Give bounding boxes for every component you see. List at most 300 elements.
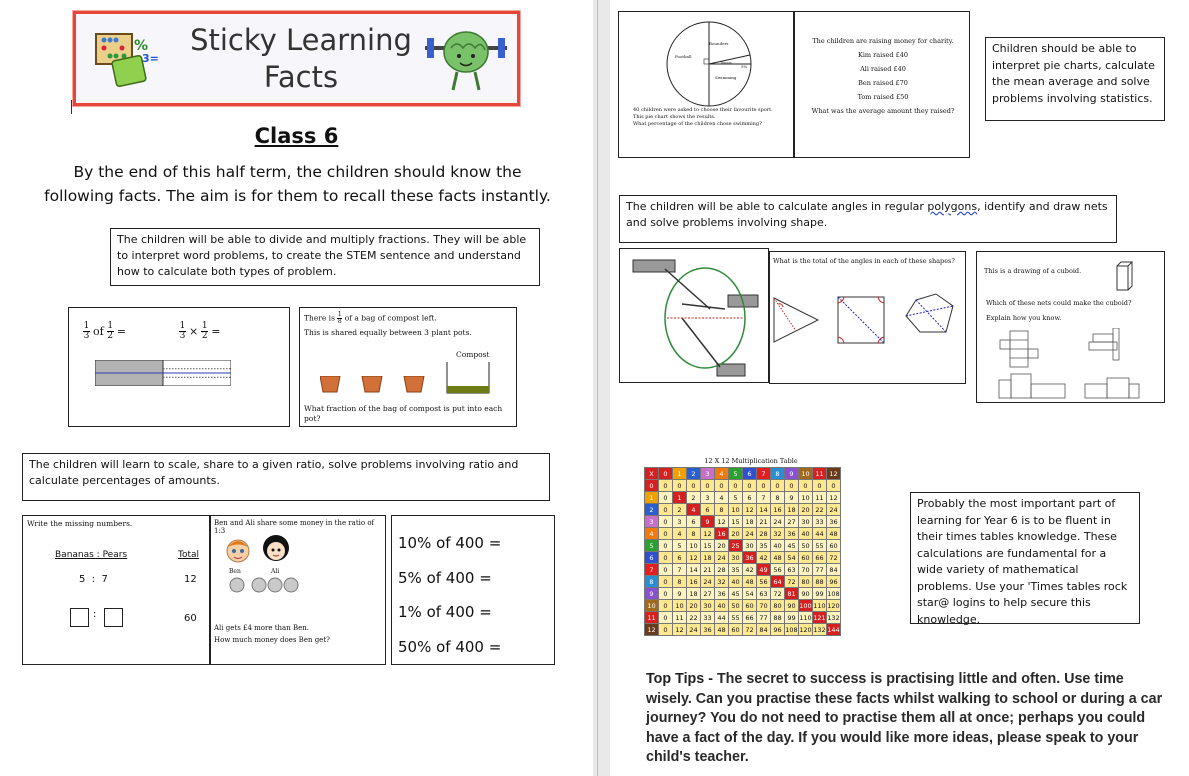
multiplication-cell: 12 <box>645 624 659 636</box>
multiplication-cell: 72 <box>743 624 757 636</box>
multiplication-cell: 16 <box>687 576 701 588</box>
multiplication-cell: 70 <box>757 600 771 612</box>
percentages-box <box>391 515 555 665</box>
multiplication-cell: 0 <box>673 480 687 492</box>
multiplication-cell: 54 <box>743 588 757 600</box>
multiplication-table-panel <box>644 456 858 642</box>
multiplication-cell: 8 <box>715 504 729 516</box>
multiplication-cell: 80 <box>799 576 813 588</box>
share-line2: How much money does Ben get? <box>214 636 330 644</box>
multiplication-cell: 0 <box>785 480 799 492</box>
multiplication-cell: 12 <box>715 516 729 528</box>
multiplication-cell: 8 <box>673 576 687 588</box>
multiplication-cell: 0 <box>729 480 743 492</box>
cuboid-question1: Which of these nets could make the cuboid? <box>986 299 1132 307</box>
multiplication-cell: 84 <box>757 624 771 636</box>
fraction-expression-2 <box>179 322 220 341</box>
frac1-num: 1 <box>83 321 90 331</box>
polygons-question: What is the total of the angles in each of these shapes? <box>773 257 955 265</box>
frac1-op: of <box>93 325 104 338</box>
multiplication-cell: 20 <box>687 600 701 612</box>
multiplication-cell: 72 <box>785 576 799 588</box>
multiplication-cell: 21 <box>701 564 715 576</box>
multiplication-cell: 8 <box>771 492 785 504</box>
multiplication-cell: 11 <box>645 612 659 624</box>
cuboid-icon <box>1116 261 1134 291</box>
multiplication-cell: 0 <box>757 480 771 492</box>
multiplication-cell: 0 <box>659 480 673 492</box>
multiplication-cell: 8 <box>687 528 701 540</box>
shape-description-pre: The children will be able to calculate angles in regular <box>626 200 928 213</box>
stats-description-box <box>985 37 1165 121</box>
multiplication-cell: 66 <box>743 612 757 624</box>
multiplication-cell: 54 <box>785 552 799 564</box>
compost-line2: This is shared equally between 3 plant pots. <box>304 328 472 337</box>
multiplication-cell: 90 <box>785 600 799 612</box>
multiplication-cell: 2 <box>687 492 701 504</box>
right-page <box>610 0 1189 776</box>
multiplication-cell: 1 <box>673 468 687 480</box>
frac1-eq: = <box>116 325 126 338</box>
multiplication-cell: 10 <box>673 600 687 612</box>
multiplication-cell: 4 <box>673 528 687 540</box>
multiplication-cell: 55 <box>729 612 743 624</box>
multiplication-cell: 0 <box>659 528 673 540</box>
multiplication-cell: 15 <box>729 516 743 528</box>
pie-caption <box>633 107 773 128</box>
compost-problem-box <box>299 307 517 427</box>
multiplication-cell: 30 <box>799 516 813 528</box>
percentage-item: 1% of 400 = <box>398 603 492 621</box>
multiplication-cell: 14 <box>687 564 701 576</box>
multiplication-cell: 10 <box>799 468 813 480</box>
multiplication-cell: 35 <box>729 564 743 576</box>
charity-text <box>795 34 971 118</box>
compost-frac-num: 1 <box>337 311 342 318</box>
multiplication-cell: 10 <box>687 540 701 552</box>
fraction-expressions-box <box>68 307 290 427</box>
multiplication-cell: 36 <box>715 588 729 600</box>
multiplication-cell: 2 <box>673 504 687 516</box>
multiplication-cell: 84 <box>827 564 841 576</box>
multiplication-cell: 24 <box>687 624 701 636</box>
multiplication-cell: 6 <box>743 468 757 480</box>
ratio-description-box <box>22 453 550 501</box>
share-title: Ben and Ali share some money in the ratio of 1:3 <box>214 519 375 535</box>
percentage-item: 5% of 400 = <box>398 568 492 587</box>
multiplication-cell: 16 <box>715 528 729 540</box>
ratio-row1-total: 12 <box>184 574 197 585</box>
multiplication-cell: 27 <box>785 516 799 528</box>
multiplication-cell: 6 <box>701 504 715 516</box>
pie-question: What percentage of the children chose swimming? <box>633 121 762 127</box>
svg-text:3=: 3= <box>142 52 159 65</box>
multiplication-cell: 132 <box>813 625 826 634</box>
charity-line: Kim raised £40 <box>857 51 909 59</box>
cuboid-question2: Explain how you know. <box>986 314 1062 322</box>
top-tips-label: Top Tips - <box>646 671 717 687</box>
multiplication-cell: 90 <box>799 588 813 600</box>
multiplication-cell: 44 <box>715 612 729 624</box>
polygons-drawing <box>770 292 967 347</box>
multiplication-cell: 0 <box>659 468 673 480</box>
multiplication-cell: 20 <box>715 540 729 552</box>
multiplication-cell: 0 <box>827 480 841 492</box>
multiplication-cell: 36 <box>827 516 841 528</box>
multiplication-cell: 0 <box>799 480 813 492</box>
multiplication-cell: 33 <box>813 516 827 528</box>
percentages-list <box>398 526 501 664</box>
charity-line: Ali raised £40 <box>860 65 906 73</box>
multiplication-cell: 10 <box>799 492 813 504</box>
compost-frac-den: 8 <box>337 318 342 325</box>
multiplication-cell: 36 <box>701 624 715 636</box>
missing-numbers-title: Write the missing numbers. <box>27 519 133 528</box>
multiplication-cell: 108 <box>827 589 840 598</box>
multiplication-cell: 6 <box>687 516 701 528</box>
multiplication-cell: X <box>645 468 659 480</box>
multiplication-cell: 24 <box>701 576 715 588</box>
top-tips-text: The secret to success is practising little and often. Use time wisely. Can you practise these facts whilst walking to school or during a car journey? You do not need to practise them all at once; perhaps you could have a fact of the day. If you would like more ideas, please speak to your child's teacher. <box>646 671 1163 765</box>
multiplication-cell: 81 <box>785 588 799 600</box>
charity-box <box>794 11 970 158</box>
answer-box-right[interactable] <box>104 608 123 627</box>
multiplication-cell: 5 <box>729 492 743 504</box>
frac2-num2: 1 <box>201 321 208 331</box>
shape-description-word: polygons <box>927 200 978 213</box>
multiplication-cell: 9 <box>785 468 799 480</box>
multiplication-cell: 11 <box>673 612 687 624</box>
compost-bag-icon <box>446 362 490 394</box>
multiplication-cell: 0 <box>645 480 659 492</box>
banner-title-line2: Facts <box>263 60 339 94</box>
multiplication-cell: 120 <box>827 601 840 610</box>
pie-label-swimming: Swimming <box>715 75 737 80</box>
multiplication-cell: 5 <box>645 540 659 552</box>
coins-icon <box>229 576 301 594</box>
multiplication-cell: 49 <box>757 564 771 576</box>
multiplication-cell: 45 <box>785 540 799 552</box>
multiplication-cell: 0 <box>659 600 673 612</box>
multiplication-cell: 4 <box>715 492 729 504</box>
multiplication-cell: 100 <box>799 601 812 610</box>
multiplication-cell: 88 <box>813 576 827 588</box>
multiplication-cell: 18 <box>701 552 715 564</box>
multiplication-cell: 0 <box>701 480 715 492</box>
multiplication-cell: 21 <box>757 516 771 528</box>
pie-chart-box <box>618 11 794 158</box>
multiplication-cell: 10 <box>729 504 743 516</box>
multiplication-cell: 108 <box>785 625 798 634</box>
name-ali: Ali <box>271 568 280 575</box>
multiplication-cell: 18 <box>687 588 701 600</box>
multiplication-cell: 48 <box>771 552 785 564</box>
answer-box-left[interactable] <box>70 608 89 627</box>
multiplication-cell: 77 <box>757 612 771 624</box>
multiplication-cell: 1 <box>673 492 687 504</box>
pie-caption-line1: 40 children were asked to choose their favourite sport. <box>633 107 773 113</box>
ratio-row2-sep: : <box>93 609 97 620</box>
plant-pots-icon <box>320 376 430 394</box>
times-description-box <box>910 492 1140 624</box>
multiplication-cell: 0 <box>659 576 673 588</box>
multiplication-cell: 4 <box>715 468 729 480</box>
pie-label-football: Football <box>675 54 692 59</box>
ratio-header-right: Total <box>178 550 200 560</box>
multiplication-cell: 72 <box>827 552 841 564</box>
multiplication-cell: 12 <box>673 624 687 636</box>
multiplication-cell: 60 <box>827 540 841 552</box>
ben-face-icon <box>225 536 251 564</box>
left-page <box>0 0 593 776</box>
multiplication-cell: 44 <box>813 528 827 540</box>
multiplication-cell: 18 <box>743 516 757 528</box>
frac1-den: 3 <box>83 331 90 341</box>
percentage-item: 10% of 400 = <box>398 534 502 552</box>
multiplication-cell: 0 <box>771 480 785 492</box>
multiplication-cell: 10 <box>645 600 659 612</box>
multiplication-cell: 40 <box>729 576 743 588</box>
multiplication-cell: 0 <box>659 540 673 552</box>
pie-label-rounders: Rounders <box>709 41 729 46</box>
multiplication-cell: 4 <box>645 528 659 540</box>
ali-face-icon <box>261 533 291 565</box>
ratio-row1: 5 : 7 <box>79 574 108 585</box>
multiplication-cell: 48 <box>743 576 757 588</box>
multiplication-cell: 7 <box>673 564 687 576</box>
pie-label-tennis: Tennis <box>720 61 732 65</box>
multiplication-cell: 6 <box>673 552 687 564</box>
multiplication-cell: 7 <box>757 468 771 480</box>
multiplication-cell: 12 <box>827 468 841 480</box>
multiplication-cell: 96 <box>827 576 841 588</box>
multiplication-cell: 0 <box>659 624 673 636</box>
multiplication-cell: 88 <box>771 612 785 624</box>
multiplication-cell: 77 <box>813 564 827 576</box>
fractions-description: The children will be able to divide and multiply fractions. They will be able to interpret word problems, to create the STEM sentence and understand how to calculate both types of problem. <box>117 233 527 278</box>
multiplication-cell: 12 <box>827 492 841 504</box>
multiplication-cell: 5 <box>673 540 687 552</box>
multiplication-cell: 32 <box>771 528 785 540</box>
multiplication-cell: 28 <box>715 564 729 576</box>
multiplication-cell: 4 <box>687 504 701 516</box>
svg-text:%: % <box>134 38 149 54</box>
multiplication-cell: 11 <box>813 492 827 504</box>
multiplication-cell: 11 <box>813 468 827 480</box>
intro-text: By the end of this half term, the children should know the following facts. The aim is for them to recall these facts instantly. <box>44 163 551 205</box>
multiplication-cell: 0 <box>659 588 673 600</box>
multiplication-cell: 56 <box>771 564 785 576</box>
multiplication-cell: 42 <box>743 564 757 576</box>
multiplication-cell: 35 <box>757 540 771 552</box>
multiplication-cell: 0 <box>659 564 673 576</box>
pie-label-percent: 5% <box>741 64 748 69</box>
multiplication-cell: 120 <box>799 625 812 634</box>
fraction-bar-model <box>95 360 231 386</box>
multiplication-cell: 60 <box>729 624 743 636</box>
multiplication-cell: 14 <box>757 504 771 516</box>
multiplication-table-title: 12 X 12 Multiplication Table <box>704 457 798 465</box>
multiplication-cell: 24 <box>743 528 757 540</box>
frac2-op: × <box>189 325 199 338</box>
multiplication-cell: 121 <box>813 613 826 622</box>
multiplication-cell: 7 <box>645 564 659 576</box>
multiplication-cell: 9 <box>673 588 687 600</box>
multiplication-cell: 3 <box>645 516 659 528</box>
multiplication-cell: 36 <box>785 528 799 540</box>
multiplication-cell: 9 <box>701 516 715 528</box>
polygons-box <box>769 251 966 384</box>
multiplication-cell: 8 <box>771 468 785 480</box>
multiplication-cell: 50 <box>729 600 743 612</box>
frac2-den: 3 <box>179 331 186 341</box>
fraction-expression-1 <box>83 322 126 341</box>
ratio-row2-total: 60 <box>184 613 197 624</box>
angles-ellipse-diagram <box>620 249 770 384</box>
multiplication-cell: 42 <box>757 552 771 564</box>
cuboid-line1: This is a drawing of a cuboid. <box>984 267 1082 275</box>
abacus-icon <box>92 28 162 90</box>
multiplication-cell: 12 <box>701 528 715 540</box>
multiplication-cell: 66 <box>813 552 827 564</box>
multiplication-cell: 1 <box>645 492 659 504</box>
multiplication-cell: 40 <box>715 600 729 612</box>
multiplication-cell: 22 <box>687 612 701 624</box>
shape-description-post: , identify and draw nets and solve problems involving shape. <box>626 200 1108 229</box>
percentage-item: 50% of 400 = <box>398 637 502 656</box>
frac1-num2: 1 <box>107 321 114 331</box>
multiplication-cell: 45 <box>729 588 743 600</box>
multiplication-cell: 7 <box>757 492 771 504</box>
multiplication-cell: 64 <box>771 576 785 588</box>
page-title: Class 6 <box>254 124 339 148</box>
charity-line: Tom raised £50 <box>857 93 909 101</box>
multiplication-cell: 2 <box>645 504 659 516</box>
multiplication-cell: 28 <box>757 528 771 540</box>
multiplication-cell: 20 <box>799 504 813 516</box>
multiplication-cell: 3 <box>701 492 715 504</box>
multiplication-cell: 80 <box>771 600 785 612</box>
multiplication-cell: 6 <box>645 552 659 564</box>
name-ben: Ben <box>229 568 241 575</box>
multiplication-cell: 30 <box>729 552 743 564</box>
multiplication-cell: 9 <box>645 588 659 600</box>
multiplication-cell: 0 <box>659 552 673 564</box>
fractions-description-box <box>110 228 540 286</box>
multiplication-cell: 110 <box>813 601 826 610</box>
multiplication-cell: 70 <box>799 564 813 576</box>
brain-lifting-icon <box>421 20 511 100</box>
times-description: Probably the most important part of learning for Year 6 is to be fluent in their times tables knowledge. These calculations are fundamental for a wide variety of mathematical problems. Use your 'Times tables rock star@ logins to help secure this knowledge. <box>917 497 1128 626</box>
multiplication-cell: 0 <box>659 504 673 516</box>
cuboid-nets-drawing <box>977 328 1166 402</box>
ratio-description: The children will learn to scale, share to a given ratio, solve problems involving ratio and calculate percentages of amounts. <box>29 458 519 487</box>
multiplication-cell: 30 <box>743 540 757 552</box>
multiplication-cell: 3 <box>673 516 687 528</box>
multiplication-cell: 18 <box>785 504 799 516</box>
compost-label: Compost <box>456 350 490 359</box>
multiplication-cell: 15 <box>701 540 715 552</box>
charity-question: What was the average amount they raised? <box>811 107 955 115</box>
multiplication-cell: 48 <box>715 624 729 636</box>
angles-diagram-box <box>619 248 769 383</box>
cuboid-box <box>976 251 1165 403</box>
multiplication-cell: 0 <box>715 480 729 492</box>
multiplication-cell: 63 <box>757 588 771 600</box>
multiplication-cell: 12 <box>743 504 757 516</box>
frac2-num: 1 <box>179 321 186 331</box>
pie-caption-line2: This pie chart shows the results. <box>633 114 716 120</box>
top-tips <box>646 670 1166 768</box>
multiplication-grid <box>644 467 841 636</box>
multiplication-cell: 99 <box>813 588 827 600</box>
frac2-eq: = <box>211 325 221 338</box>
banner <box>73 11 520 106</box>
multiplication-cell: 25 <box>729 540 743 552</box>
multiplication-cell: 22 <box>813 504 827 516</box>
share-money-box <box>210 515 386 665</box>
stats-description: Children should be able to interpret pie charts, calculate the mean average and solve problems involving statistics. <box>992 42 1155 105</box>
multiplication-cell: 0 <box>813 480 827 492</box>
frac1-den2: 2 <box>107 331 114 341</box>
multiplication-cell: 96 <box>771 624 785 636</box>
multiplication-cell: 144 <box>827 625 840 634</box>
multiplication-cell: 5 <box>729 468 743 480</box>
multiplication-cell: 0 <box>743 480 757 492</box>
multiplication-cell: 40 <box>771 540 785 552</box>
multiplication-cell: 16 <box>771 504 785 516</box>
charity-title: The children are raising money for charity. <box>812 37 954 45</box>
multiplication-cell: 40 <box>799 528 813 540</box>
frac2-den2: 2 <box>201 331 208 341</box>
missing-numbers-box <box>22 515 210 665</box>
banner-title <box>186 22 416 96</box>
share-line1: Ali gets £4 more than Ben. <box>214 624 309 632</box>
multiplication-cell: 0 <box>659 516 673 528</box>
cursor-mark <box>71 100 72 114</box>
multiplication-cell: 0 <box>687 480 701 492</box>
multiplication-cell: 24 <box>771 516 785 528</box>
multiplication-cell: 48 <box>827 528 841 540</box>
multiplication-cell: 24 <box>827 504 841 516</box>
shape-description-box <box>619 195 1117 243</box>
compost-line1-post: of a bag of compost left. <box>344 313 437 323</box>
banner-title-line1: Sticky Learning <box>190 23 412 57</box>
multiplication-cell: 8 <box>645 576 659 588</box>
multiplication-cell: 20 <box>729 528 743 540</box>
multiplication-cell: 60 <box>743 600 757 612</box>
multiplication-cell: 9 <box>785 492 799 504</box>
multiplication-cell: 30 <box>701 600 715 612</box>
multiplication-cell: 2 <box>687 468 701 480</box>
multiplication-cell: 32 <box>715 576 729 588</box>
multiplication-cell: 24 <box>715 552 729 564</box>
multiplication-cell: 50 <box>799 540 813 552</box>
ratio-header-left: Bananas : Pears <box>55 550 128 560</box>
multiplication-cell: 0 <box>659 612 673 624</box>
multiplication-cell: 55 <box>813 540 827 552</box>
compost-question: What fraction of the bag of compost is put into each pot? <box>304 404 503 423</box>
page-gutter <box>597 0 598 776</box>
multiplication-cell: 72 <box>771 588 785 600</box>
multiplication-cell: 27 <box>701 588 715 600</box>
multiplication-cell: 12 <box>687 552 701 564</box>
multiplication-cell: 33 <box>701 612 715 624</box>
multiplication-table <box>644 467 858 636</box>
multiplication-cell: 132 <box>827 613 840 622</box>
multiplication-cell: 110 <box>799 613 812 622</box>
multiplication-cell: 63 <box>785 564 799 576</box>
